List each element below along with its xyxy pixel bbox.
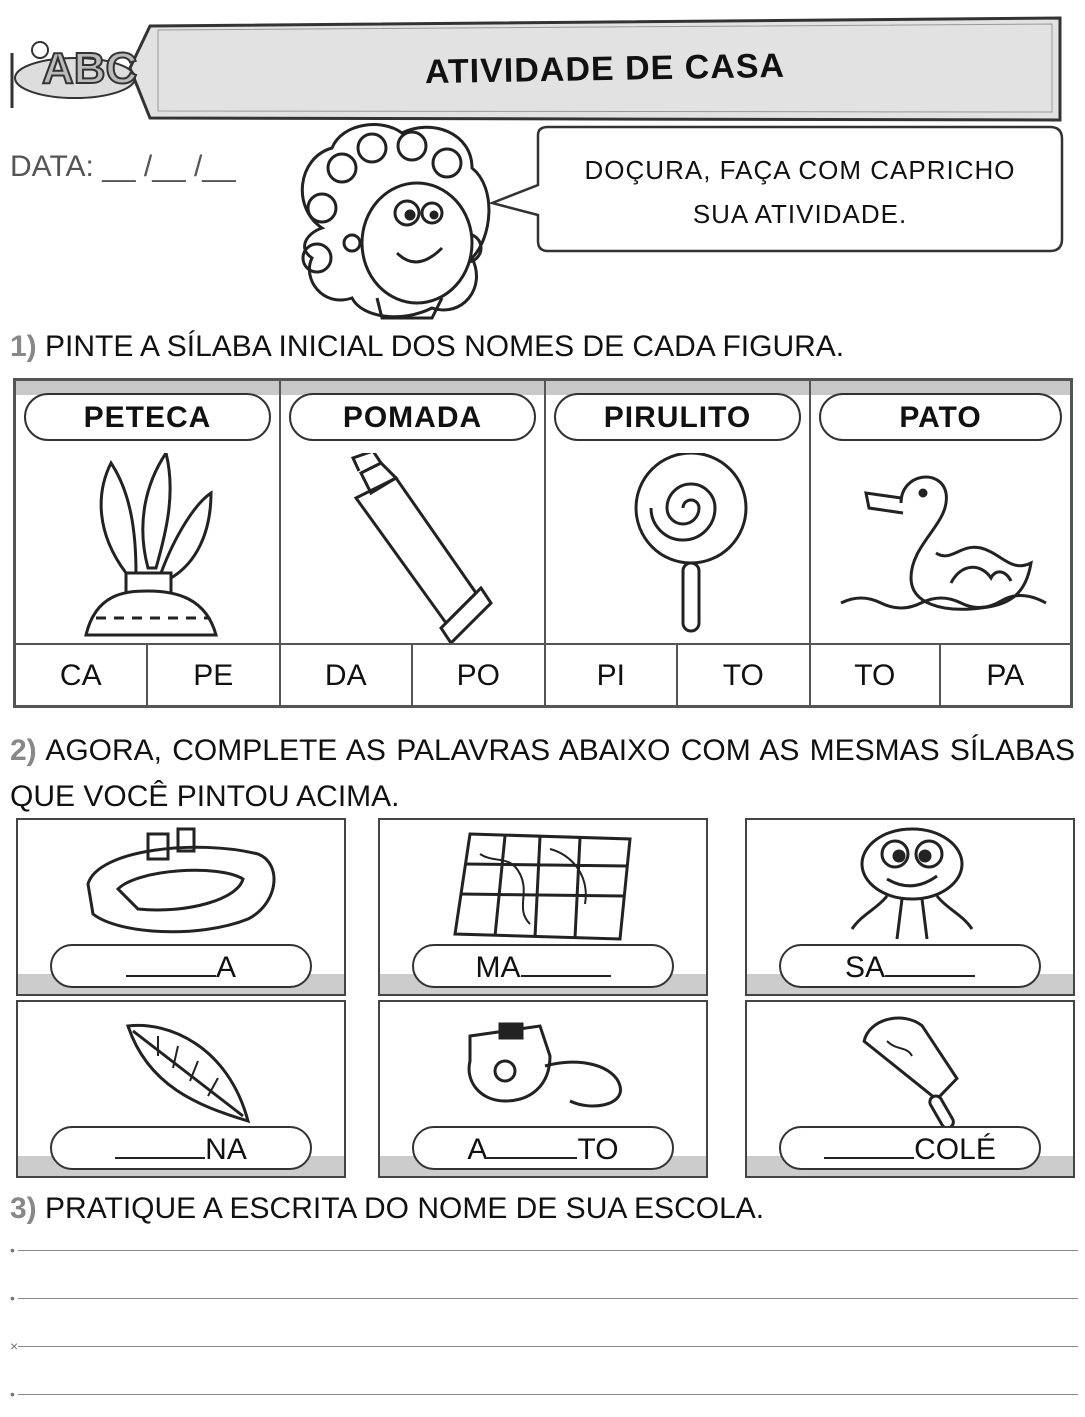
exercise-1-grid <box>13 378 1073 708</box>
lollipop-icon <box>566 453 791 643</box>
writing-line[interactable] <box>18 1298 1078 1299</box>
exercise-1-item <box>546 381 811 705</box>
word-label: POMADA <box>289 393 536 441</box>
answer-prefix: SA <box>844 951 886 984</box>
exercise-2-card <box>16 818 346 996</box>
answer-suffix: A <box>215 951 236 984</box>
question-3-number: 3) <box>10 1192 37 1225</box>
question-1-text: PINTE A SÍLABA INICIAL DOS NOMES DE CADA FIGURA. <box>45 330 845 363</box>
speech-text <box>540 148 1060 236</box>
sink-icon <box>78 824 288 944</box>
exercise-2-card <box>745 1000 1075 1178</box>
answer-field[interactable] <box>779 1126 1041 1170</box>
syllable-row <box>16 643 279 705</box>
answer-prefix: MA <box>475 951 521 984</box>
syllable-option[interactable]: CA <box>16 645 148 705</box>
answer-suffix: NA <box>205 1133 247 1166</box>
frog-icon <box>807 824 1017 944</box>
duck-icon <box>831 453 1056 643</box>
date-field: DATA: __ /__ /__ <box>10 150 236 183</box>
answer-field[interactable] <box>412 1126 674 1170</box>
exercise-1-item <box>811 381 1070 705</box>
map-icon <box>440 824 650 944</box>
svg-text:ABC: ABC <box>42 44 138 93</box>
answer-prefix: A <box>467 1133 488 1166</box>
syllable-option[interactable]: PI <box>546 645 678 705</box>
syllable-row <box>546 643 809 705</box>
syllable-row <box>811 643 1070 705</box>
feather-icon <box>78 1006 288 1126</box>
writing-line[interactable] <box>18 1250 1078 1251</box>
shuttlecock-icon <box>36 453 261 643</box>
speech-line-2: SUA ATIVIDADE. <box>692 199 908 229</box>
question-2-text: AGORA, COMPLETE AS PALAVRAS ABAIXO COM AS MESMAS SÍLABAS QUE VOCÊ PINTOU ACIMA. <box>10 734 1075 813</box>
exercise-1-item <box>281 381 546 705</box>
question-3-text: PRATIQUE A ESCRITA DO NOME DE SUA ESCOLA. <box>45 1192 765 1225</box>
word-label: PATO <box>819 393 1062 441</box>
question-2 <box>10 728 1075 820</box>
girl-illustration-icon <box>282 118 512 333</box>
word-label: PETECA <box>24 393 271 441</box>
exercise-2-card <box>378 818 708 996</box>
answer-field[interactable] <box>50 1126 312 1170</box>
answer-suffix: COLÉ <box>914 1133 996 1166</box>
speech-line-1: DOÇURA, FAÇA COM CAPRICHO <box>584 155 1016 185</box>
answer-field[interactable] <box>412 944 674 988</box>
question-3 <box>10 1192 764 1226</box>
exercise-1-item <box>16 381 281 705</box>
syllable-option[interactable]: PE <box>193 659 234 692</box>
ointment-tube-icon <box>301 453 526 643</box>
writing-line[interactable] <box>18 1394 1078 1395</box>
exercise-2-card <box>378 1000 708 1178</box>
answer-field[interactable] <box>50 944 312 988</box>
writing-line[interactable] <box>18 1346 1078 1347</box>
question-1 <box>10 330 844 364</box>
airplane-logo-icon <box>12 42 137 108</box>
syllable-option[interactable]: TO <box>722 659 764 692</box>
syllable-option[interactable]: PA <box>986 659 1025 692</box>
question-2-number: 2) <box>10 734 37 767</box>
syllable-option[interactable]: DA <box>281 645 413 705</box>
syllable-row <box>281 643 544 705</box>
syllable-option[interactable]: TO <box>811 645 941 705</box>
word-label: PIRULITO <box>554 393 801 441</box>
syllable-option[interactable]: PO <box>456 659 500 692</box>
answer-suffix: TO <box>577 1133 619 1166</box>
popsicle-icon <box>807 1006 1017 1126</box>
exercise-2-card <box>16 1000 346 1178</box>
question-1-number: 1) <box>10 330 37 363</box>
exercise-2-card <box>745 818 1075 996</box>
whistle-icon <box>440 1006 650 1126</box>
page-title: ATIVIDADE DE CASA <box>424 46 786 92</box>
answer-field[interactable] <box>779 944 1041 988</box>
